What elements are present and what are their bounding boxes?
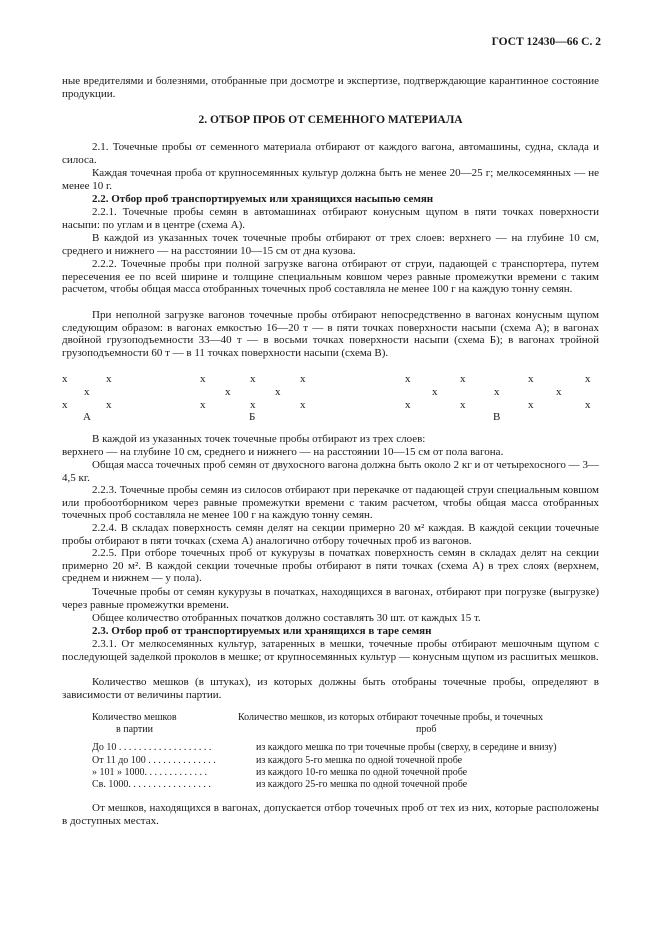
table-row-right: из каждого 25-го мешка по одной точечной пробе: [256, 779, 468, 790]
paragraph-2-2-4: 2.2.4. В складах поверхность семян делят на секции примерно 20 м² каждая. В каждой секции точечные пробы отбирают в пяти точках (схема А) аналогично отбору точечных проб из вагонов.: [62, 522, 599, 547]
table-header-col2-line1: Количество мешков, из которых отбирают точечные пробы, и точечных: [238, 712, 543, 723]
paragraph-layers: В каждой из указанных точек точечные пробы отбирают из трех слоев:: [92, 433, 426, 445]
paragraph-2-2-5c: Общее количество отобранных початков должно составлять 30 шт. от каждых 15 т.: [92, 612, 481, 624]
sample-point-mark: x: [460, 373, 466, 385]
paragraph-2-1: 2.1. Точечные пробы от семенного материала отбирают от каждого вагона, автомашины, судна, склада и силоса.: [62, 141, 599, 166]
scheme-a-label: А: [83, 411, 91, 423]
paragraph-2-3-1b: Количество мешков (в штуках), из которых должны быть отобраны точечные пробы, определяют в зависимости от величины партии.: [62, 676, 599, 701]
table-row-left: До 10 . . . . . . . . . . . . . . . . . . .: [92, 742, 212, 753]
paragraph-2-2-1: 2.2.1. Точечные пробы семян в автомашинах отбирают конусным щупом в пяти точках поверхности насыпи: по углам и в центре (схема А).: [62, 206, 599, 231]
paragraph-2-2-3: 2.2.3. Точечные пробы семян из силосов отбирают при перекачке от падающей струи специальным ковшом или пробоотборником через равные промежутки времени с таким расчетом, чтобы общая масса отобранных точечных проб составляла не менее 100 г на каждую тонну семян.: [62, 484, 599, 522]
sample-point-mark: x: [250, 399, 256, 411]
table-row-right: из каждого мешка по три точечные пробы (сверху, в середине и внизу): [256, 742, 557, 753]
table-header-col1-line1: Количество мешков: [92, 712, 177, 723]
paragraph-continuation: ные вредителями и болезнями, отобранные при досмотре и экспертизе, подтверждающие карантинное состояние продукции.: [62, 75, 599, 100]
paragraph-2-2-2b: При неполной загрузке вагонов точечные пробы отбирают непосредственно в вагонах конусным щупом следующим образом: в вагонах емкостью 16—20 т — в пяти точках поверхности насыпи (схема А); в вагонах двойной грузоподъемности 33—40 т — в восьми точках поверхности насыпи (схема Б); в вагонах тройной грузоподъемности 60 т — в 11 точках поверхности насыпи (схема В).: [62, 309, 599, 359]
paragraph-final: От мешков, находящихся в вагонах, допускается отбор точечных проб от тех из них, которые расположены в доступных местах.: [62, 802, 599, 827]
table-row-left: Св. 1000. . . . . . . . . . . . . . . . .: [92, 779, 211, 790]
table-row-right: из каждого 10-го мешка по одной точечной пробе: [256, 767, 468, 778]
table-header-col1-line2: в партии: [116, 724, 153, 735]
paragraph-2-2-2: 2.2.2. Точечные пробы при полной загрузке вагона отбирают от струи, падающей с транспортера, путем пересечения ее по всей ширине и толщине специальным ковшом через равные промежутки времени с таким расчетом, чтобы общая масса отобранных точечных проб составляла не менее 100 г на каждую тонну семян.: [62, 258, 599, 296]
sample-point-mark: x: [106, 399, 112, 411]
table-row-right: из каждого 5-го мешка по одной точечной пробе: [256, 755, 463, 766]
sample-point-mark: x: [494, 386, 500, 398]
page-header: ГОСТ 12430—66 С. 2: [491, 36, 601, 48]
sample-point-mark: x: [405, 399, 411, 411]
sample-point-mark: x: [62, 399, 68, 411]
sample-point-mark: x: [528, 399, 534, 411]
sample-point-mark: x: [528, 373, 534, 385]
sample-point-mark: x: [556, 386, 562, 398]
table-row-left: » 101 » 1000. . . . . . . . . . . . .: [92, 767, 207, 778]
sample-point-mark: x: [250, 373, 256, 385]
sample-point-mark: x: [200, 373, 206, 385]
paragraph-2-2-5: 2.2.5. При отборе точечных проб от кукурузы в початках поверхность семян в складах делят на секции примерно 20 м². В каждой секции точечные пробы отбирают в пяти точках (схема А) в трех слоях (верхнем, среднем и нижнем — у пола).: [62, 547, 599, 585]
paragraph-2-2-5b: Точечные пробы от семян кукурузы в початках, находящихся в вагонах, отбирают при погрузке (выгрузке) через равные промежутки времени.: [62, 586, 599, 611]
sample-point-mark: x: [106, 373, 112, 385]
sample-point-mark: x: [300, 399, 306, 411]
sample-point-mark: x: [432, 386, 438, 398]
scheme-c-label: В: [493, 411, 501, 423]
subsection-2-3-heading: 2.3. Отбор проб от транспортируемых или хранящихся в таре семян: [92, 625, 432, 637]
sample-point-mark: x: [200, 399, 206, 411]
sample-point-mark: x: [275, 386, 281, 398]
paragraph-2-3-1: 2.3.1. От мелкосемянных культур, затаренных в мешки, точечные пробы отбирают мешочным щупом с последующей заделкой проколов в мешке; от крупносемянных культур — конусным щупом из расшитых мешков.: [62, 638, 599, 663]
sample-point-mark: x: [585, 399, 591, 411]
table-header-col2-line2: проб: [416, 724, 437, 735]
sample-point-mark: x: [405, 373, 411, 385]
paragraph-mass: Общая масса точечных проб семян от двухосного вагона должна быть около 2 кг и от четырехосного — 3—4,5 кг.: [62, 459, 599, 484]
section-title: 2. ОТБОР ПРОБ ОТ СЕМЕННОГО МАТЕРИАЛА: [198, 114, 463, 126]
table-row-left: От 11 до 100 . . . . . . . . . . . . . .: [92, 755, 216, 766]
paragraph-layers-detail: верхнего — на глубине 10 см, среднего и нижнего — на расстоянии 10—15 см от пола вагона.: [62, 446, 504, 458]
sample-point-mark: x: [62, 373, 68, 385]
subsection-2-2-heading: 2.2. Отбор проб транспортируемых или хранящихся насыпью семян: [92, 193, 434, 205]
sample-point-mark: x: [84, 386, 90, 398]
sample-point-mark: x: [225, 386, 231, 398]
scheme-b-label: Б: [249, 411, 256, 423]
sample-point-mark: x: [460, 399, 466, 411]
paragraph-2-1b: Каждая точечная проба от крупносемянных культур должна быть не менее 20—25 г; мелкосемянных — не менее 10 г.: [62, 167, 599, 192]
sample-point-mark: x: [585, 373, 591, 385]
paragraph-2-2-1b: В каждой из указанных точек точечные пробы отбирают от трех слоев: верхнего — на глубине 10 см, среднего и нижнего — на расстоянии 10—15 см от дна кузова.: [62, 232, 599, 257]
sample-point-mark: x: [300, 373, 306, 385]
